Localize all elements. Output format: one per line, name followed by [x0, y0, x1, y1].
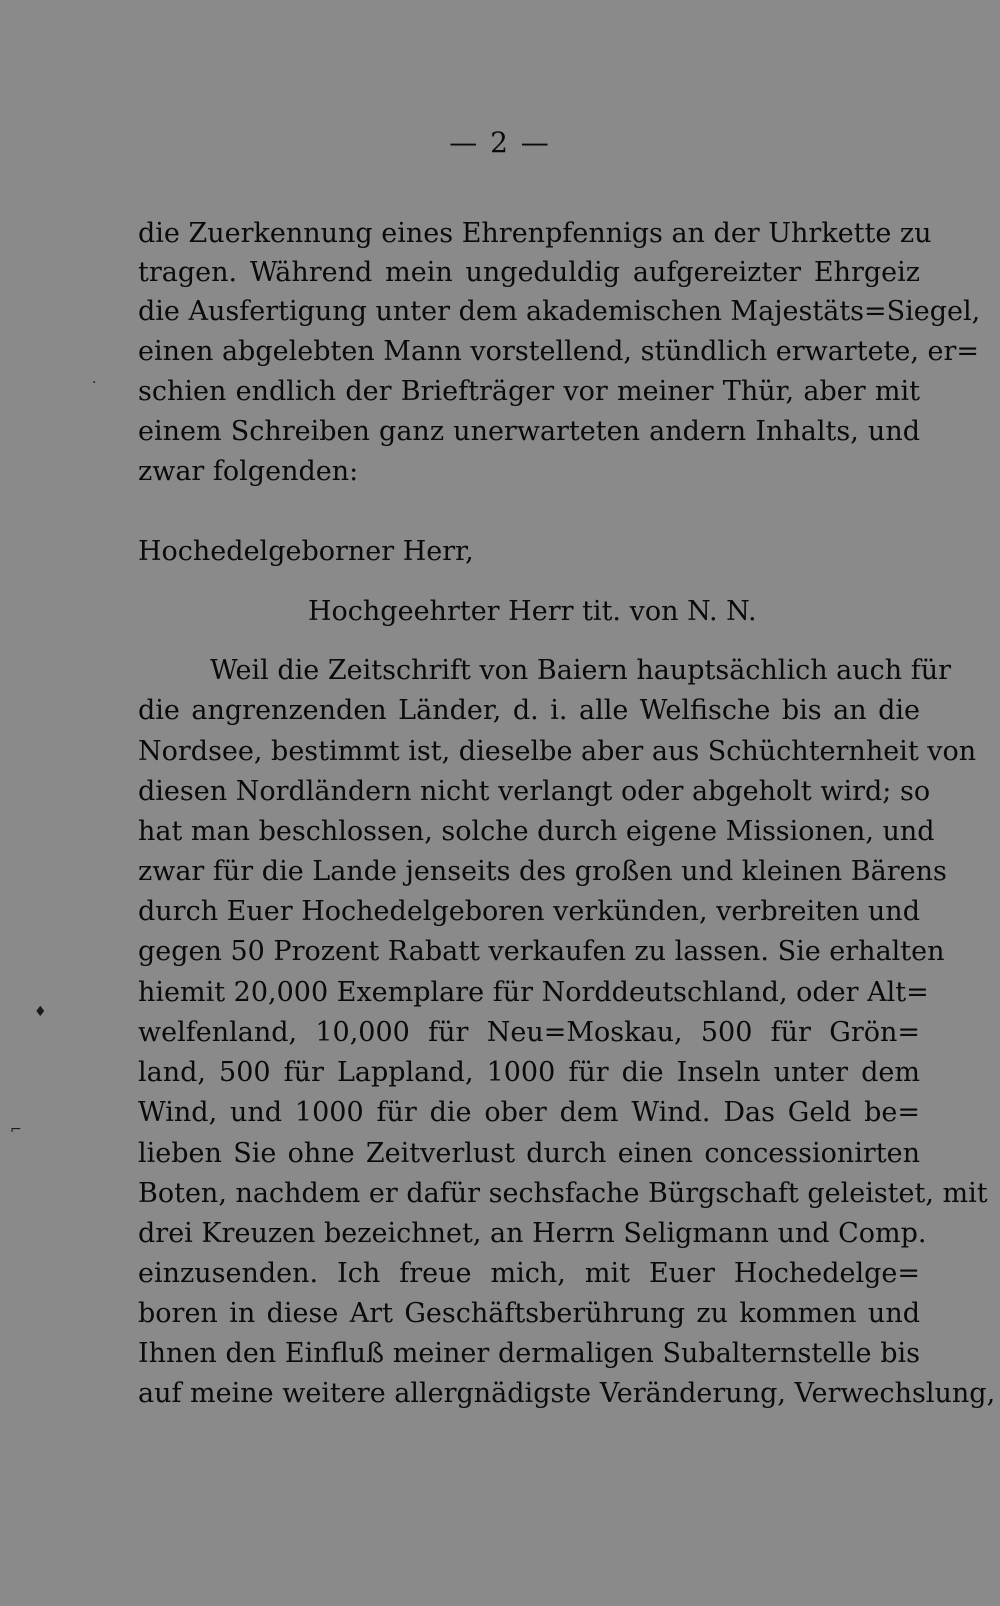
margin-speck: ♦ — [34, 1004, 47, 1020]
text-line: die Ausfertigung unter dem akademischen Majestäts=Siegel, — [138, 296, 981, 327]
letter-address: Hochgeehrter Herr tit. von N. N. — [308, 596, 757, 627]
letter-salutation: Hochedelgeborner Herr, — [138, 536, 474, 567]
text-line: boren in diese Art Geschäftsberührung zu kommen und — [138, 1298, 920, 1329]
text-line: die angrenzenden Länder, d. i. alle Welfische bis an die — [138, 695, 920, 726]
text-line: lieben Sie ohne Zeitverlust durch einen concessionirten — [138, 1138, 920, 1169]
text-line: gegen 50 Prozent Rabatt verkaufen zu lassen. Sie erhalten — [138, 936, 945, 967]
text-line: land, 500 für Lappland, 1000 für die Inseln unter dem — [138, 1057, 920, 1088]
text-line: Boten, nachdem er dafür sechsfache Bürgschaft geleistet, mit — [138, 1178, 988, 1209]
text-line: einzusenden. Ich freue mich, mit Euer Hochedelge= — [138, 1258, 920, 1289]
text-line: Ihnen den Einfluß meiner dermaligen Subalternstelle bis — [138, 1338, 920, 1369]
page-number: — 2 — — [449, 126, 551, 159]
text-line: Wind, und 1000 für die ober dem Wind. Das Geld be= — [138, 1097, 920, 1128]
text-line: einen abgelebten Mann vorstellend, stündlich erwartete, er= — [138, 336, 980, 367]
text-line: zwar für die Lande jenseits des großen und kleinen Bärens — [138, 856, 947, 887]
text-line: zwar folgenden: — [138, 456, 359, 487]
text-line: Weil die Zeitschrift von Baiern hauptsächlich auch für — [210, 655, 952, 686]
margin-speck: ⌐ — [10, 1122, 22, 1138]
text-line: auf meine weitere allergnädigste Veränderung, Verwechslung, — [138, 1378, 996, 1409]
text-line: schien endlich der Briefträger vor meiner Thür, aber mit — [138, 376, 920, 407]
text-line: hat man beschlossen, solche durch eigene Missionen, und — [138, 816, 935, 847]
text-line: hiemit 20,000 Exemplare für Norddeutschland, oder Alt= — [138, 977, 929, 1008]
text-line: drei Kreuzen bezeichnet, an Herrn Seligmann und Comp. — [138, 1218, 927, 1249]
text-line: die Zuerkennung eines Ehrenpfennigs an der Uhrkette zu — [138, 218, 932, 249]
margin-speck: · — [92, 375, 97, 391]
text-line: Nordsee, bestimmt ist, dieselbe aber aus Schüchternheit von — [138, 736, 977, 767]
text-line: einem Schreiben ganz unerwarteten andern Inhalts, und — [138, 416, 920, 447]
text-line: tragen. Während mein ungeduldig aufgereizter Ehrgeiz — [138, 257, 920, 288]
text-line: welfenland, 10,000 für Neu=Moskau, 500 für Grön= — [138, 1017, 920, 1048]
text-line: diesen Nordländern nicht verlangt oder abgeholt wird; so — [138, 776, 931, 807]
text-line: durch Euer Hochedelgeboren verkünden, verbreiten und — [138, 896, 920, 927]
